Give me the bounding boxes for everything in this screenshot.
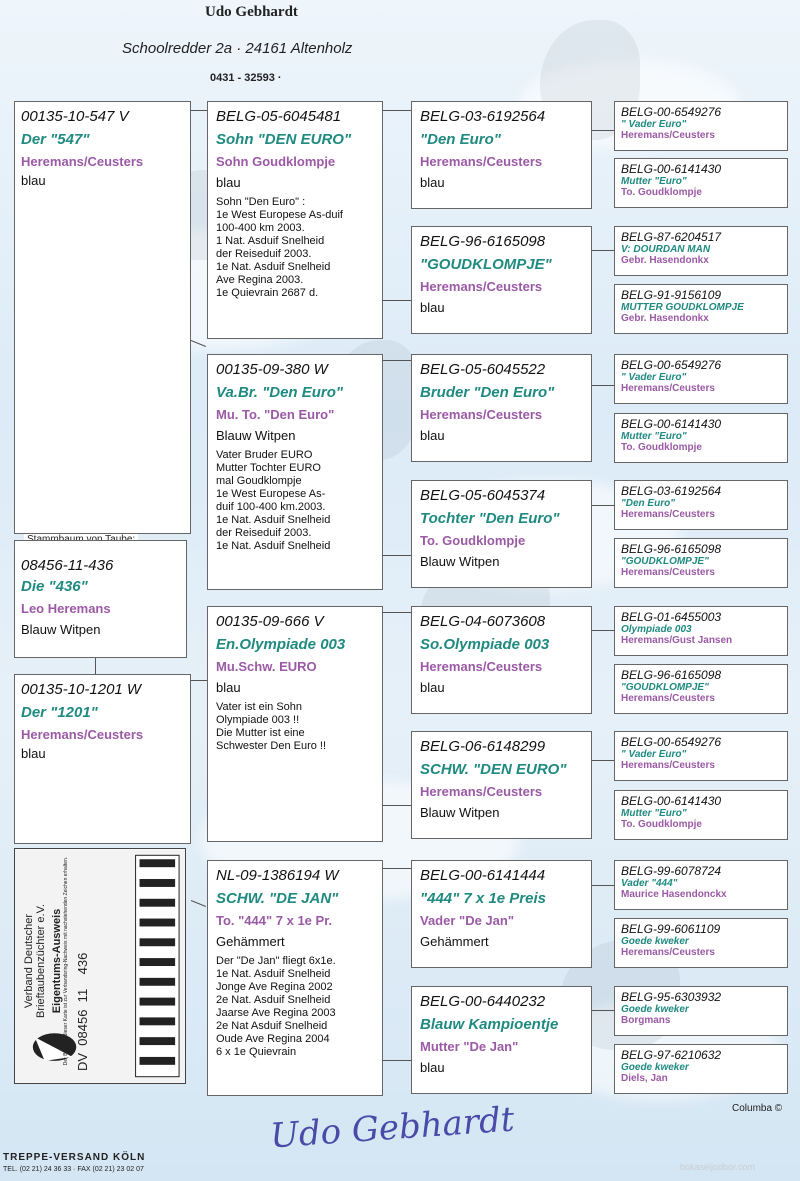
pigeon-name: Tochter "Den Euro": [420, 510, 560, 527]
pigeon-breeder: Heremans/Ceusters: [621, 567, 715, 578]
pigeon-name: " Vader Euro": [621, 119, 687, 130]
great-grandparent-box: [411, 986, 592, 1094]
pigeon-ring: BELG-87-6204517: [621, 230, 722, 244]
pigeon-notes: Sohn "Den Euro" : 1e West Europese As-duif 100-400 km 2003. 1 Nat. Asduif Snelheid der Reiseduif 2003. 1e Nat. Asduif Snelheid Ave Regina 2003. 1e Quievrain 2687 d.: [216, 196, 343, 299]
pigeon-ring: BELG-03-6192564: [621, 484, 722, 498]
pigeon-color: blau: [420, 1060, 445, 1075]
card-year: 11: [75, 988, 90, 1003]
subject-color: Blauw Witpen: [21, 622, 101, 637]
grandparent-box: [207, 860, 383, 1096]
owner-name: Udo Gebhardt: [205, 4, 298, 20]
pigeon-ring: BELG-96-6165098: [420, 233, 546, 250]
ancestor-box: [614, 918, 788, 968]
pigeon-name: SCHW. "DEN EURO": [420, 761, 567, 778]
pigeon-name: "Den Euro": [621, 498, 675, 509]
father-color: blau: [21, 173, 46, 188]
ancestor-box: [614, 538, 788, 588]
father-ring: 00135-10-547 V: [21, 108, 129, 125]
pigeon-name: Goede kweker: [621, 1004, 689, 1015]
pigeon-name: "Den Euro": [420, 131, 501, 148]
mother-name: Der "1201": [21, 704, 98, 721]
mother-breeder: Heremans/Ceusters: [21, 727, 144, 742]
ancestor-box: [614, 664, 788, 714]
pigeon-name: "GOUDKLOMPJE": [420, 256, 552, 273]
ancestor-box: [614, 158, 788, 208]
subject-breeder: Leo Heremans: [21, 601, 111, 616]
ancestor-box: [614, 354, 788, 404]
pigeon-ring: BELG-00-6549276: [621, 735, 722, 749]
father-name: Der "547": [21, 131, 90, 148]
owner-phone: 0431 - 32593 ·: [210, 72, 282, 84]
pigeon-ring: 00135-09-380 W: [216, 361, 328, 378]
pigeon-ring: BELG-01-6455003: [621, 610, 722, 624]
pigeon-color: blau: [420, 175, 445, 190]
pigeon-ring: BELG-00-6141430: [621, 794, 722, 808]
owner-address: Schoolredder 2a · 24161 Altenholz: [122, 40, 353, 57]
card-fine-print: Der Besitzer dieser Karte ist zur Verbandsring-Nachweis mit nachstehenden Zeichen erhalten.: [63, 856, 69, 1066]
father-box: [14, 101, 191, 534]
pigeon-name: Blauw Kampioentje: [420, 1016, 559, 1033]
watermark: bokaseljodbor.com: [680, 1162, 756, 1172]
great-grandparent-box: [411, 101, 592, 209]
pigeon-breeder: Mu.Schw. EURO: [216, 659, 317, 674]
pigeon-name: SCHW. "DE JAN": [216, 890, 339, 907]
pigeon-breeder: Heremans/Ceusters: [621, 383, 715, 394]
pigeon-ring: BELG-99-6078724: [621, 864, 722, 878]
pigeon-name: Mutter "Euro": [621, 176, 687, 187]
pigeon-breeder: Diels, Jan: [621, 1073, 668, 1084]
pigeon-name: Mutter "Euro": [621, 431, 687, 442]
pigeon-ring: BELG-96-6165098: [621, 668, 722, 682]
pigeon-color: Blauw Witpen: [216, 428, 296, 443]
card-org-1: Verband Deutscher: [23, 913, 35, 1009]
subject-name: Die "436": [21, 578, 88, 595]
pigeon-ring: BELG-00-6440232: [420, 993, 546, 1010]
pigeon-name: En.Olympiade 003: [216, 636, 346, 653]
pigeon-name: Va.Br. "Den Euro": [216, 384, 344, 401]
ownership-card: [14, 848, 186, 1084]
ancestor-box: [614, 1044, 788, 1094]
pigeon-breeder: Mu. To. "Den Euro": [216, 407, 335, 422]
owner-signature: Udo Gebhardt: [268, 1099, 516, 1157]
mother-box: [14, 674, 191, 844]
pigeon-breeder: To. Goudklompje: [621, 187, 702, 198]
pigeon-breeder: Heremans/Ceusters: [420, 784, 543, 799]
pigeon-ring: BELG-91-9156109: [621, 288, 722, 302]
pigeon-breeder: Gebr. Hasendonkx: [621, 313, 709, 324]
pigeon-breeder: Mutter "De Jan": [420, 1039, 519, 1054]
great-grandparent-box: [411, 226, 592, 334]
pigeon-breeder: To. Goudklompje: [621, 819, 702, 830]
pigeon-ring: BELG-00-6549276: [621, 105, 722, 119]
card-number: 08456: [75, 1009, 90, 1046]
pigeon-breeder: Vader "De Jan": [420, 913, 514, 928]
ancestor-box: [614, 413, 788, 463]
columba-credit: Columba ©: [732, 1103, 783, 1114]
pigeon-breeder: To. "444" 7 x 1e Pr.: [216, 913, 333, 928]
pigeon-color: Gehämmert: [420, 934, 489, 949]
ancestor-box: [614, 731, 788, 781]
pigeon-color: blau: [216, 680, 241, 695]
ancestor-box: [614, 226, 788, 276]
pigeon-notes: Der "De Jan" fliegt 6x1e. 1e Nat. Asduif Snelheid Jonge Ave Regina 2002 2e Nat. Asduif Snelheid Jaarse Ave Regina 2003 2e Nat Asduif Snelheid Oude Ave Regina 2004 6 x 1e Quievrain: [216, 955, 336, 1058]
card-org-2: Brieftaubenzüchter e.V.: [35, 904, 47, 1018]
pigeon-breeder: Heremans/Gust Jansen: [621, 635, 733, 646]
pigeon-name: "444" 7 x 1e Preis: [420, 890, 546, 907]
pigeon-ring: BELG-95-6303932: [621, 990, 722, 1004]
pigeon-name: "GOUDKLOMPJE": [621, 556, 709, 567]
pigeon-breeder: To. Goudklompje: [621, 442, 702, 453]
pigeon-name: Goede kweker: [621, 936, 689, 947]
pigeon-name: Bruder "Den Euro": [420, 384, 555, 401]
pigeon-color: Gehämmert: [216, 934, 285, 949]
great-grandparent-box: [411, 860, 592, 968]
pigeon-breeder: Sohn Goudklompje: [216, 154, 336, 169]
mother-color: blau: [21, 746, 46, 761]
pigeon-color: blau: [420, 300, 445, 315]
pigeon-breeder: Heremans/Ceusters: [420, 154, 543, 169]
pigeon-breeder: Gebr. Hasendonkx: [621, 255, 709, 266]
grandparent-box: [207, 101, 383, 339]
pigeon-breeder: To. Goudklompje: [420, 533, 526, 548]
pigeon-breeder: Heremans/Ceusters: [420, 279, 543, 294]
pigeon-name: " Vader Euro": [621, 372, 687, 383]
great-grandparent-box: [411, 606, 592, 714]
pigeon-ring: BELG-05-6045374: [420, 487, 546, 504]
card-ring-number: 436: [75, 952, 90, 975]
father-breeder: Heremans/Ceusters: [21, 154, 144, 169]
pigeon-ring: BELG-04-6073608: [420, 613, 546, 630]
pigeon-ring: BELG-05-6045522: [420, 361, 546, 378]
pigeon-ring: BELG-00-6141444: [420, 867, 546, 884]
card-dv: DV: [75, 1052, 90, 1071]
pigeon-breeder: Borgmans: [621, 1015, 671, 1026]
pigeon-ring: BELG-00-6549276: [621, 358, 722, 372]
great-grandparent-box: [411, 731, 592, 839]
ancestor-box: [614, 606, 788, 656]
grandparent-box: [207, 354, 383, 590]
pigeon-breeder: Heremans/Ceusters: [621, 760, 715, 771]
pigeon-ring: BELG-96-6165098: [621, 542, 722, 556]
grandparent-box: [207, 606, 383, 842]
pigeon-name: Mutter "Euro": [621, 808, 687, 819]
pigeon-name: V: DOURDAN MAN: [621, 244, 711, 255]
pigeon-name: So.Olympiade 003: [420, 636, 550, 653]
pigeon-ring: BELG-97-6210632: [621, 1048, 722, 1062]
pigeon-color: blau: [420, 428, 445, 443]
pigeon-breeder: Heremans/Ceusters: [621, 130, 715, 141]
ancestor-box: [614, 986, 788, 1036]
ancestor-box: [614, 284, 788, 334]
pigeon-name: "GOUDKLOMPJE": [621, 682, 709, 693]
pigeon-name: MUTTER GOUDKLOMPJE: [621, 302, 744, 313]
pigeon-color: Blauw Witpen: [420, 805, 500, 820]
pigeon-ring: BELG-06-6148299: [420, 738, 546, 755]
pigeon-breeder: Heremans/Ceusters: [621, 947, 715, 958]
pigeon-color: Blauw Witpen: [420, 554, 500, 569]
pigeon-ring: 00135-09-666 V: [216, 613, 324, 630]
mother-ring: 00135-10-1201 W: [21, 681, 142, 698]
pigeon-breeder: Heremans/Ceusters: [420, 407, 543, 422]
card-title: Eigentums-Ausweis: [51, 908, 63, 1014]
pigeon-name: Vader "444": [621, 878, 678, 889]
ancestor-box: [614, 101, 788, 151]
ancestor-box: [614, 480, 788, 530]
pigeon-breeder: Heremans/Ceusters: [621, 693, 715, 704]
pigeon-color: blau: [216, 175, 241, 190]
great-grandparent-box: [411, 354, 592, 462]
pigeon-ring: BELG-99-6061109: [621, 922, 721, 936]
pigeon-ring: BELG-00-6141430: [621, 417, 722, 431]
ancestor-box: [614, 860, 788, 910]
pigeon-name: Olympiade 003: [621, 624, 692, 635]
pigeon-color: blau: [420, 680, 445, 695]
pigeon-ring: BELG-00-6141430: [621, 162, 722, 176]
pigeon-ring: BELG-05-6045481: [216, 108, 342, 125]
pigeon-name: Goede kweker: [621, 1062, 689, 1073]
pigeon-breeder: Maurice Hasendonckx: [621, 889, 727, 900]
great-grandparent-box: [411, 480, 592, 588]
pigeon-ring: NL-09-1386194 W: [216, 867, 339, 884]
pigeon-name: " Vader Euro": [621, 749, 687, 760]
pigeon-breeder: Heremans/Ceusters: [420, 659, 543, 674]
printer-name: TREPPE-VERSAND KÖLN: [3, 1152, 146, 1163]
subject-box: [14, 540, 187, 658]
subject-ring: 08456-11-436: [21, 557, 114, 574]
pigeon-ring: BELG-03-6192564: [420, 108, 546, 125]
pigeon-notes: Vater ist ein Sohn Olympiade 003 !! Die Mutter ist eine Schwester Den Euro !!: [216, 701, 327, 752]
pigeon-name: Sohn "DEN EURO": [216, 131, 352, 148]
printer-contact: TEL. (02 21) 24 36 33 · FAX (02 21) 23 02 07: [3, 1166, 144, 1173]
ancestor-box: [614, 790, 788, 840]
pigeon-notes: Vater Bruder EURO Mutter Tochter EURO mal Goudklompje 1e West Europese As- duif 100-400 km.2003. 1e Nat. Asduif Snelheid der Reiseduif 2003. 1e Nat. Asduif Snelheid: [216, 449, 331, 552]
pigeon-breeder: Heremans/Ceusters: [621, 509, 715, 520]
